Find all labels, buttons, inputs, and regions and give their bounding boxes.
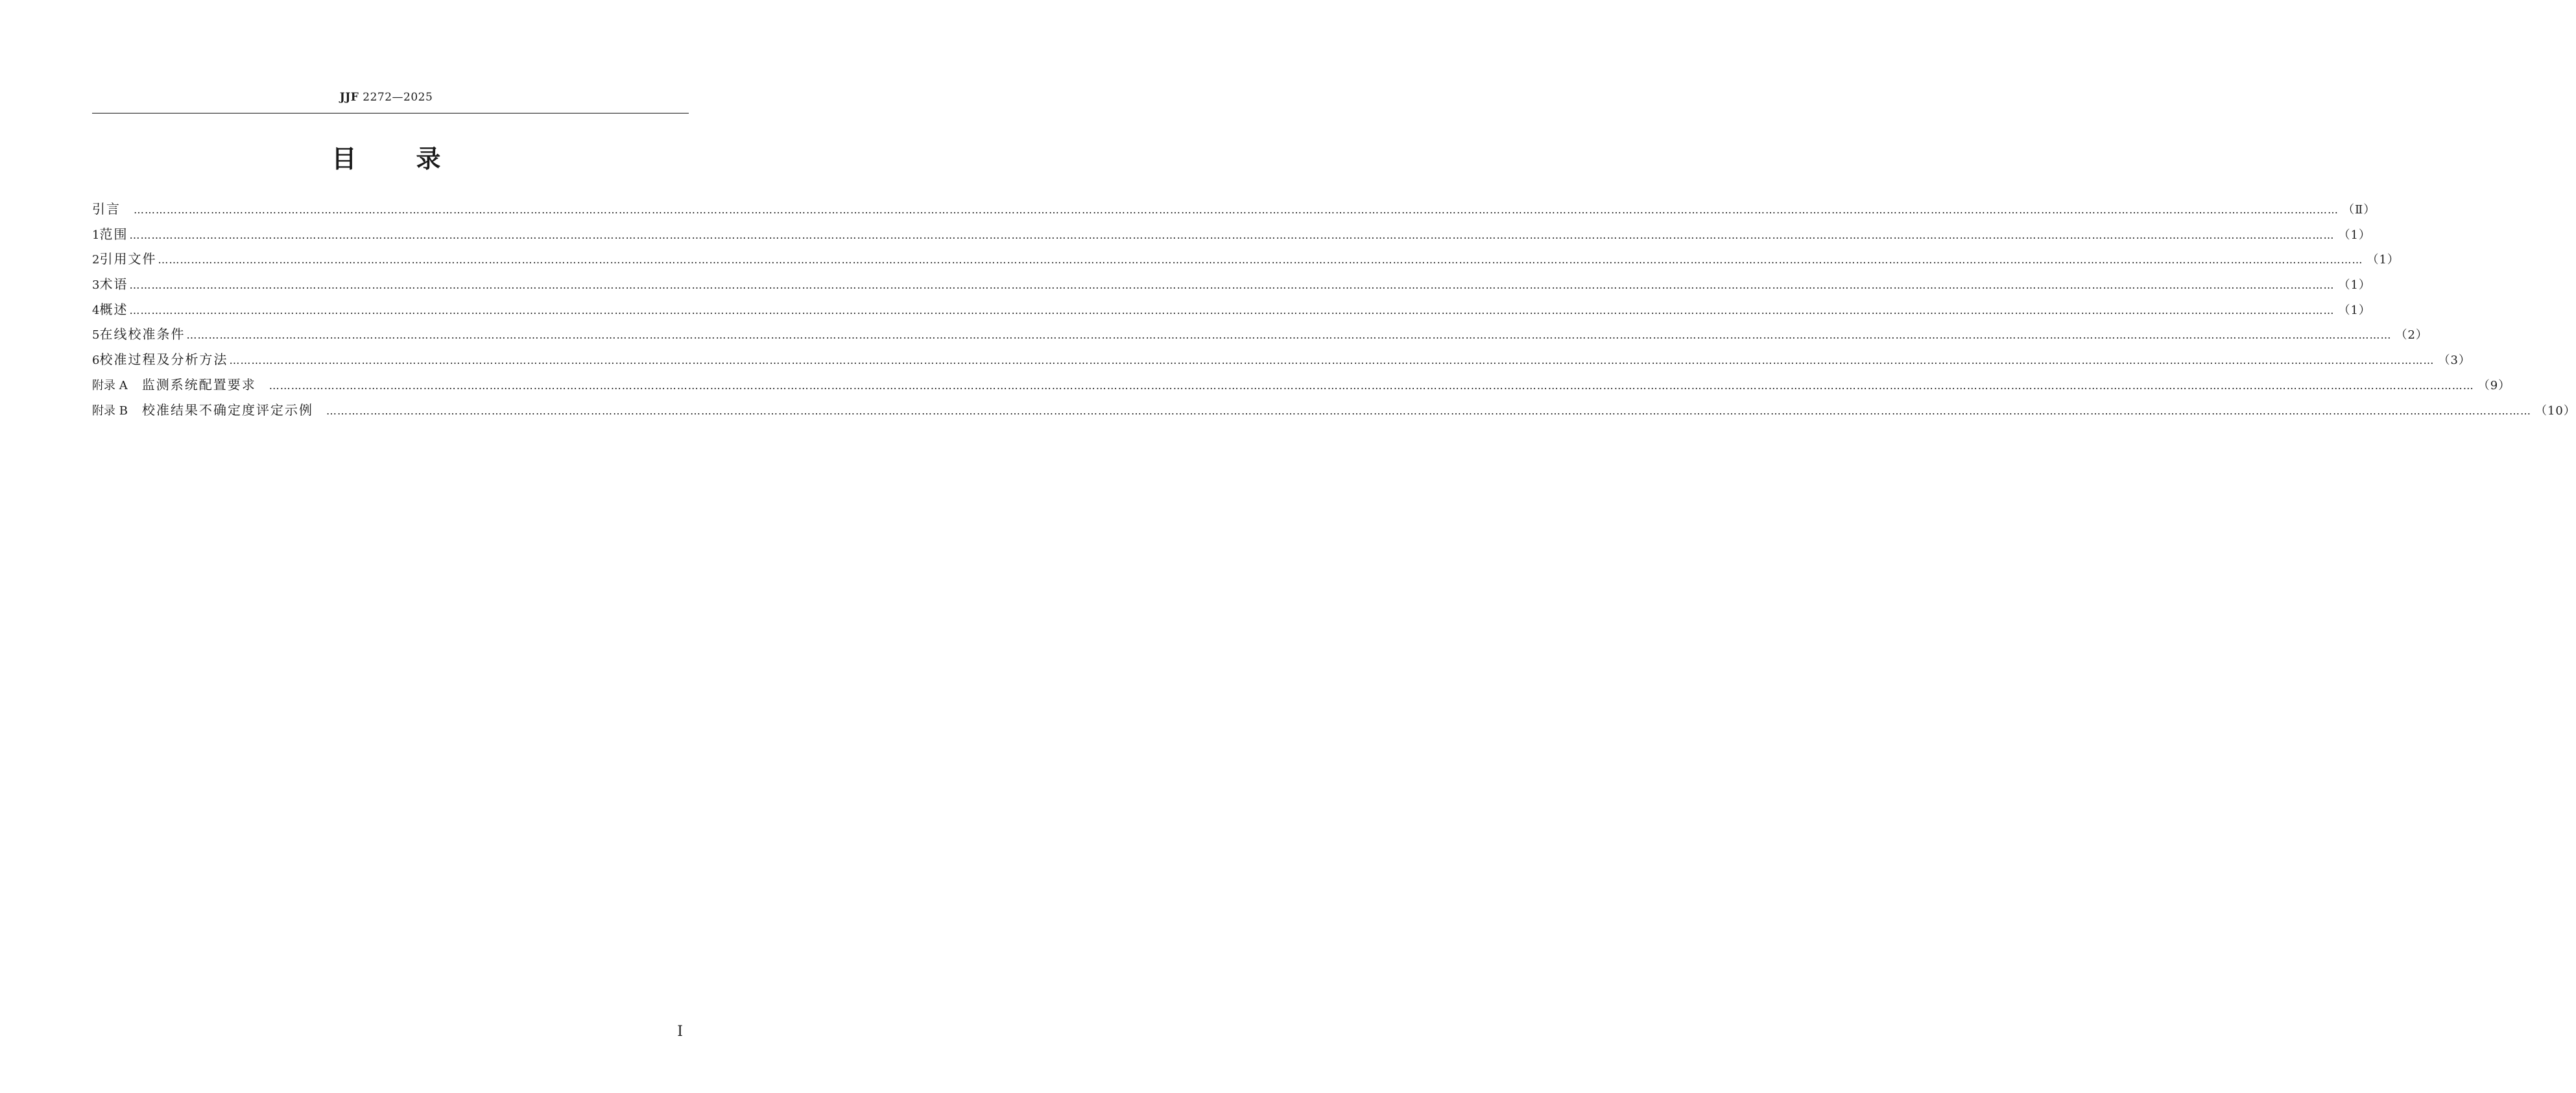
- toc-entry-title: 校准结果不确定度评定示例: [141, 402, 313, 418]
- toc-leader-dots: ……………………………………………………………………………………………………………………………………………………………………………………………………………………………………………………………………………………………………………………………………………………………………………………………………………………………………………………………………………………………………………………………………………………: [229, 354, 2435, 367]
- toc-entry-page: （1）: [2338, 228, 2371, 242]
- toc-entry-page: （1）: [2338, 278, 2371, 293]
- toc-entry-page: （1）: [2367, 253, 2400, 267]
- toc-leader-dots: ……………………………………………………………………………………………………………………………………………………………………………………………………………………………………………………………………………………………………………………………………………………………………………………………………………………………………………………………………………………………………………………………………………………: [186, 329, 2392, 342]
- toc-entry-appendix-b[interactable]: [92, 398, 2576, 423]
- toc-entry-process[interactable]: [92, 347, 2471, 372]
- toc-entry-title: 引言: [92, 201, 121, 217]
- toc-entry-terms[interactable]: [92, 272, 2371, 297]
- toc-entry-page: （1）: [2338, 303, 2371, 317]
- toc-leader-dots: ……………………………………………………………………………………………………………………………………………………………………………………………………………………………………………………………………………………………………………………………………………………………………………………………………………………………………………………………………………………………………………………………………………………: [158, 254, 2363, 267]
- toc-entry-appendix-a[interactable]: [92, 372, 2511, 398]
- toc-entry-scope[interactable]: [92, 222, 2371, 247]
- toc-entry-number: 附录 A: [92, 378, 128, 392]
- toc-entry-page: （3）: [2438, 354, 2471, 368]
- standard-code: JJF: [339, 91, 359, 104]
- toc-entry-introduction[interactable]: [92, 197, 2376, 222]
- toc-entry-page: （10）: [2534, 403, 2576, 418]
- title-char-2: 录: [416, 145, 441, 173]
- toc-entry-title: 在线校准条件: [99, 326, 185, 342]
- toc-entry-number: 附录 B: [92, 403, 128, 418]
- toc-entry-overview[interactable]: [92, 297, 2371, 322]
- toc-entry-number: 4: [92, 303, 100, 317]
- toc-leader-dots: ……………………………………………………………………………………………………………………………………………………………………………………………………………………………………………………………………………………………………………………………………………………………………………………………………………………………………………………………………………………………………………………………………………………: [268, 379, 2474, 392]
- toc-leader-dots: ……………………………………………………………………………………………………………………………………………………………………………………………………………………………………………………………………………………………………………………………………………………………………………………………………………………………………………………………………………………………………………………………………………………: [134, 204, 2339, 216]
- toc-entry-title: 校准过程及分析方法: [99, 352, 228, 368]
- toc-leader-dots: ……………………………………………………………………………………………………………………………………………………………………………………………………………………………………………………………………………………………………………………………………………………………………………………………………………………………………………………………………………………………………………………………………………………: [129, 304, 2335, 317]
- toc-entry-number: 1: [92, 228, 100, 242]
- table-of-contents: [92, 197, 2576, 422]
- page-number: Ⅰ: [677, 1024, 683, 1040]
- toc-entry-number: 6: [92, 354, 100, 368]
- standard-number: 2272—2025: [359, 91, 433, 104]
- toc-entry-number: 5: [92, 328, 100, 342]
- title-char-1: 目: [331, 145, 357, 173]
- toc-entry-page: （9）: [2477, 378, 2511, 392]
- running-header: [0, 91, 772, 104]
- toc-entry-title: 概述: [99, 301, 128, 317]
- toc-entry-title: 监测系统配置要求: [141, 376, 256, 392]
- page-title: [0, 144, 772, 174]
- toc-entry-number: 3: [92, 278, 100, 293]
- toc-leader-dots: ……………………………………………………………………………………………………………………………………………………………………………………………………………………………………………………………………………………………………………………………………………………………………………………………………………………………………………………………………………………………………………………………………………………: [129, 279, 2335, 292]
- toc-leader-dots: ……………………………………………………………………………………………………………………………………………………………………………………………………………………………………………………………………………………………………………………………………………………………………………………………………………………………………………………………………………………………………………………………………………………: [129, 228, 2335, 241]
- toc-entry-conditions[interactable]: [92, 322, 2428, 347]
- toc-leader-dots: ……………………………………………………………………………………………………………………………………………………………………………………………………………………………………………………………………………………………………………………………………………………………………………………………………………………………………………………………………………………………………………………………………………………: [326, 404, 2531, 417]
- toc-entry-title: 术语: [99, 276, 128, 293]
- toc-entry-title: 范围: [99, 226, 128, 242]
- toc-entry-references[interactable]: [92, 246, 2400, 272]
- toc-entry-page: （2）: [2395, 328, 2428, 342]
- header-rule: [92, 113, 689, 114]
- toc-entry-number: 2: [92, 253, 100, 267]
- toc-entry-page: （Ⅱ）: [2343, 203, 2376, 217]
- toc-entry-title: 引用文件: [99, 251, 157, 267]
